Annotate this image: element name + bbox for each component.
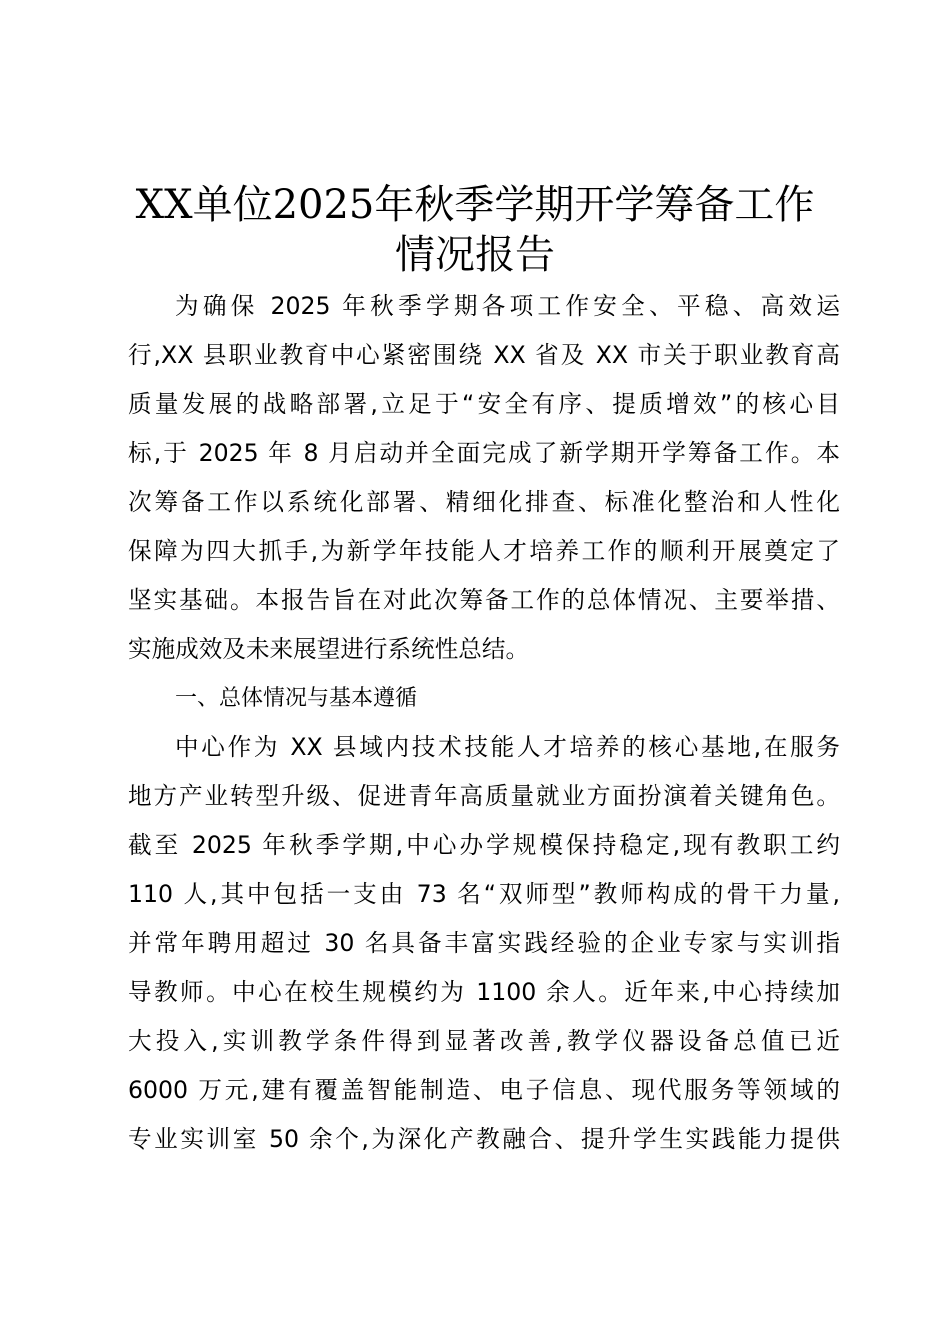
- text-line: 大投入,实训教学条件得到显著改善,教学仪器设备总值已近: [128, 1027, 840, 1055]
- text-line: 坚实基础。本报告旨在对此次筹备工作的总体情况、主要举措、: [128, 586, 840, 614]
- text-line: 质量发展的战略部署,立足于“安全有序、提质增效”的核心目: [128, 390, 840, 418]
- paragraph-intro: [128, 282, 840, 674]
- text-line: 并常年聘用超过 30 名具备丰富实践经验的企业专家与实训指: [128, 929, 840, 957]
- text-line: 6000 万元,建有覆盖智能制造、电子信息、现代服务等领域的: [128, 1076, 840, 1104]
- text-line: 标,于 2025 年 8 月启动并全面完成了新学期开学筹备工作。本: [128, 439, 840, 467]
- text-line: 中心作为 XX 县域内技术技能人才培养的核心基地,在服务: [175, 733, 840, 761]
- text-line: 110 人,其中包括一支由 73 名“双师型”教师构成的骨干力量,: [128, 880, 840, 908]
- text-line: 专业实训室 50 余个,为深化产教融合、提升学生实践能力提供: [128, 1125, 840, 1153]
- document-body: [128, 282, 840, 1164]
- text-line: 导教师。中心在校生规模约为 1100 余人。近年来,中心持续加: [128, 978, 840, 1006]
- text-line: 地方产业转型升级、促进青年高质量就业方面扮演着关键角色。: [128, 782, 840, 810]
- text-line: 实施成效及未来展望进行系统性总结。: [128, 635, 530, 663]
- document-title: [100, 180, 850, 280]
- text-line: 截至 2025 年秋季学期,中心办学规模保持稳定,现有教职工约: [128, 831, 840, 859]
- text-line: 保障为四大抓手,为新学年技能人才培养工作的顺利开展奠定了: [128, 537, 840, 565]
- section-heading: 一、总体情况与基本遵循: [175, 686, 418, 711]
- text-line: 次筹备工作以系统化部署、精细化排查、标准化整治和人性化: [128, 488, 840, 516]
- title-line-1: XX单位2025年秋季学期开学筹备工作: [135, 182, 815, 228]
- text-line: 行,XX 县职业教育中心紧密围绕 XX 省及 XX 市关于职业教育高: [128, 341, 840, 369]
- text-line: 为确保 2025 年秋季学期各项工作安全、平稳、高效运: [175, 292, 840, 320]
- paragraph-overview: [128, 723, 840, 1164]
- title-line-2: 情况报告: [395, 232, 555, 278]
